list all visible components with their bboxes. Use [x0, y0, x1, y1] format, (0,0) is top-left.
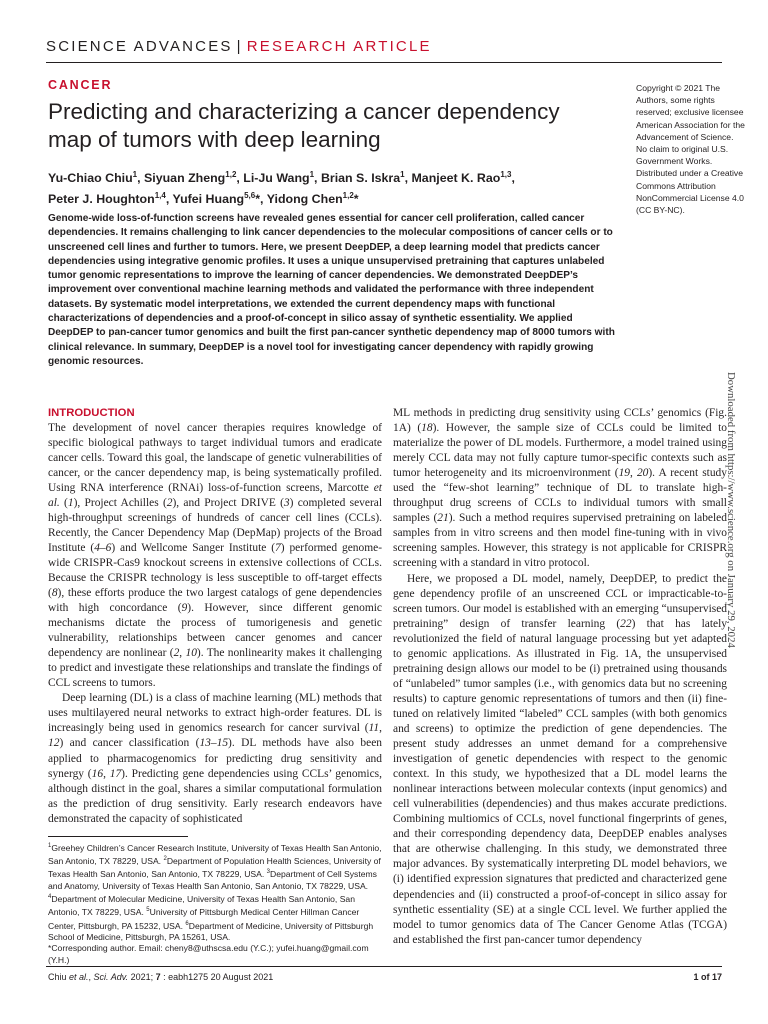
- author-separator: ,: [404, 171, 412, 186]
- text-run: Here, we proposed a DL model, namely, DeepDEP, to predict the gene dependency profile of an unscreened CCL or impracticable-to-screen tumors. Our model is established with an emerging “unsupervised pretraining” design of transfer learning (: [393, 572, 727, 630]
- author-name: Yidong Chen: [266, 192, 343, 207]
- copyright-notice: Copyright © 2021 The Authors, some rights reserved; exclusive licensee American Association for the Advancement of Science. No claim to original U.S. Government Works. Distributed under a Creative Commons Attribution NonCommercial License 4.0 (CC BY-NC).: [636, 83, 745, 216]
- author-name: Yu-Chiao Chiu: [48, 171, 133, 186]
- author-separator: ,: [314, 171, 321, 186]
- text-run: ML methods in predicting drug sensitivity using CCLs’ genomics (Fig. 1A) (: [393, 407, 727, 435]
- text-run: ). DL methods have also been applied to pharmacogenomics for predicting drug sensitivity and synergy (: [48, 737, 382, 780]
- header-rule: [46, 62, 722, 63]
- citation-ref: 8: [51, 587, 58, 600]
- text-run: ). Predicting gene dependencies using CCLs’ genomics, although distinct in the goal, shares a similar computational formulation as the prediction of drug sensitivity. Early research endeavors have demonstrated the capacity of sophisticated: [48, 767, 382, 825]
- citation-ref: 16: [91, 767, 104, 780]
- text-run: Deep learning (DL) is a class of machine learning (ML) methods that uses multilayered neural networks to extract high-order features. DL is increasingly being used in genomics research for cancer survival (: [48, 692, 382, 735]
- citation-ref: 19: [618, 467, 630, 480]
- text-run: ), Project Achilles (: [73, 496, 167, 509]
- text-run: ), and Project DRIVE (: [172, 496, 284, 509]
- author-separator: ,: [137, 171, 145, 186]
- text-run: ,: [179, 647, 186, 660]
- author-name: Brian S. Iskra: [320, 171, 401, 186]
- citation-ref: 12: [48, 737, 60, 750]
- citation-ref: 21: [437, 512, 449, 525]
- journal-header: [46, 38, 432, 55]
- author-name: Peter J. Houghton: [48, 192, 155, 207]
- section-heading-introduction: INTRODUCTION: [48, 407, 135, 419]
- author-affiliation-mark: 1: [132, 170, 138, 179]
- text-run: ). A recent study used the “few-shot learning” technique of DL to translate high-throughput drug screens of CCLs to individual tumors with small samples (: [393, 467, 727, 525]
- author-affiliation-mark: 1: [400, 170, 405, 179]
- text-run: ) performed genome-wide CRISPR-Cas9 knockout screens in extensive collections of CCLs. Because the CRISPR technology is less susceptible to off-target effects (: [48, 541, 382, 600]
- page-number: 1 of 17: [693, 972, 722, 982]
- text-run: ). However, since different genomic mechanisms dictate the process of tumorigenesis and genetic vulnerability, relationships between cancer genomes and cancer dependency are nonlinear (: [48, 602, 382, 660]
- body-column-right: [393, 406, 727, 948]
- affiliation-rule: [48, 836, 188, 837]
- affiliation-number: 2: [163, 856, 167, 863]
- citation-ref: 2: [173, 647, 180, 660]
- citation-ref: 20: [636, 467, 649, 480]
- citation-ref: 2: [166, 496, 173, 509]
- citation-ref: 7: [275, 541, 281, 554]
- download-note: Downloaded from https://www.science.org on January 29, 2024: [725, 372, 737, 648]
- abstract: Genome-wide loss-of-function screens have revealed genes essential for cancer cell proliferation, called cancer dependencies. It remains challenging to link cancer dependencies to the molecular compositions of cancer cells or to unscreened cell lines and further to tumors. Here, we present DeepDEP, a deep learning model that predicts cancer dependencies using integrative genomic profiles. It uses a unique unsupervised pretraining that captures unlabeled tumor genomic representations to improve the learning of cancer dependencies. We demonstrated DeepDEP’s improvement over conventional machine learning methods and validated the performance with three independent datasets. By systematic model interpretations, we extended the current dependency maps with functional characterizations of dependencies and a proof-of-concept in silico assay of synthetic essentiality. We applied DeepDEP to pan-cancer tumor genomics and built the first pan-cancer synthetic dependency map of 8000 tumors with clinical relevance. In summary, DeepDEP is a novel tool for investigating cancer dependency with rapidly growing genomic resources.: [48, 213, 615, 367]
- affiliation-list: [48, 843, 382, 942]
- author-name: Manjeet K. Rao: [411, 171, 501, 186]
- body-paragraph: [48, 421, 382, 692]
- text-run: ) and cancer classification (: [59, 737, 200, 750]
- footer-rule: [46, 966, 722, 967]
- citation-ref: 9: [181, 602, 188, 615]
- affiliation-text: Department of Medicine, University of Pittsburgh School of Medicine, Pittsburgh, PA 15261, USA.: [48, 920, 374, 942]
- article-title: Predicting and characterizing a cancer dependency map of tumors with deep learning: [48, 99, 560, 152]
- author-name: Li-Ju Wang: [243, 171, 310, 186]
- author-separator: ,: [511, 171, 515, 186]
- author-separator: *: [353, 192, 359, 207]
- affiliation-number: 4: [48, 894, 52, 901]
- affiliation-text: Greehey Children’s Cancer Research Institute, University of Texas Health San Antonio, San Antonio, TX 78229, USA.: [48, 842, 382, 867]
- body-column-left: [48, 406, 382, 827]
- corresponding-author: *Corresponding author. Email: cheny8@uthscsa.edu (Y.C.); yufei.huang@gmail.com (Y.H.): [48, 943, 369, 965]
- text-run: ). Such a method requires supervised pretraining on labeled samples from in vitro screens and then model fine-tuning with in vivo screening samples. However, this strategy is not applicable for CRISPR screening with a standard in vitro protocol.: [393, 512, 727, 570]
- text-run: ,: [379, 722, 382, 735]
- affiliation-text: Department of Cell Systems and Anatomy, University of Texas Health San Antonio, San Antonio, TX 78229, USA.: [48, 869, 377, 891]
- citation-ref: 17: [109, 767, 122, 780]
- author-name: Siyuan Zheng: [144, 171, 226, 186]
- author-affiliation-mark: 1,2: [225, 170, 237, 179]
- text-run: ,: [630, 467, 637, 480]
- author-list: [48, 166, 608, 208]
- citation-ref: 4–6: [94, 541, 112, 554]
- affiliation-number: 5: [146, 907, 150, 914]
- text-run: ) that has lately revolutionized the field of natural language processing but yet adapted to genomic applications. As illustrated in Fig. 1A, the unsupervised pretraining design allows our model to be (i) pretrained using thousands of “unlabeled” tumor samples (i.e., with genomics data but no screening results) to capture genomic representations of tumors and then (ii) fine-tuned on relatively limited “labeled” CCL samples (with both genomics and screens) to optimize the prediction of gene dependencies. The present study addresses an unmet demand for a comprehensive investigation of genetic dependencies with respect to the genomic context. In this study, we hypothesized that a DL model learns the nonlinear interactions between molecular contexts (input genomics) and cell vulnerabilities (dependencies) and thus makes accurate predictions. Combining multiomics of CCLs, novel functional fingerprints of genes, and their corresponding dependency data, DeepDEP enables analyses that are otherwise challenging. In this study, we demonstrated three major advances. By systematically interpreting DL model behaviors, we (i) identified expression signatures that predicted and characterized gene dependencies and (ii) constructed a proof-of-concept in silico assay for synthetic essentiality (SE) at a single CCL level. We further applied the model to tumor genomics data of The Cancer Genome Atlas (TCGA) and established the first pan-cancer tumor dependency: [393, 617, 727, 946]
- affiliation-text: University of Pittsburgh Medical Center Hillman Cancer Center, Pittsburgh, PA 15232, USA.: [48, 907, 360, 931]
- text-run: ) and Wellcome Sanger Institute (: [111, 541, 276, 554]
- article-type: RESEARCH ARTICLE: [246, 38, 432, 55]
- text-run: ,: [103, 767, 110, 780]
- affiliation-number: 1: [48, 843, 52, 849]
- body-paragraph: [393, 572, 727, 948]
- affiliation-number: 6: [185, 920, 189, 927]
- affiliation-text: Department of Population Health Sciences, University of Texas Health San Antonio, San Antonio, TX 78229, USA.: [48, 856, 381, 880]
- journal-name: SCIENCE ADVANCES: [46, 38, 233, 55]
- citation-ref: 1: [67, 496, 74, 509]
- footer-citation: Chiu et al., Sci. Adv. 2021; 7 : eabh1275 20 August 2021: [48, 972, 274, 982]
- citation-ref: 11: [368, 722, 380, 735]
- citation-ref: 3: [283, 496, 290, 509]
- author-name: Yufei Huang: [172, 192, 245, 207]
- author-affiliation-mark: 1,4: [154, 191, 166, 201]
- author-separator: ,: [165, 192, 173, 207]
- author-affiliation-mark: 1,2: [342, 191, 354, 201]
- text-run: ), these efforts produce the two largest catalogs of gene dependencies with high concordance (: [48, 587, 382, 615]
- citation-ref: et al.: [48, 481, 382, 509]
- text-run: The development of novel cancer therapies requires knowledge of specific biological pathways to target individual tumors and eradicate cancer cells. Toward this goal, the landscape of genetic vulnerabilities of cancer, or the cancer dependency map, is being systematically profiled. Using RNA interference (RNAi) loss-of-function screens, Marcotte: [48, 421, 382, 494]
- citation-ref: 13–15: [199, 737, 229, 750]
- author-affiliation-mark: 5,6: [244, 191, 256, 201]
- author-affiliation-mark: 1,3: [500, 170, 512, 179]
- citation-ref: 18: [421, 422, 433, 435]
- author-separator: ,: [236, 171, 244, 186]
- section-label: CANCER: [48, 78, 113, 92]
- body-paragraph: [393, 406, 727, 572]
- body-paragraph: [48, 691, 382, 826]
- header-separator: |: [236, 38, 243, 55]
- text-run: ). The nonlinearity makes it challenging to predict and investigate these relationships and translate the findings of CCL screens to tumors.: [48, 647, 382, 690]
- affiliations: [48, 841, 382, 966]
- citation-ref: 22: [620, 617, 632, 630]
- text-run: ). However, the sample size of CCLs could be limited to materialize the power of DL models. Furthermore, a model trained using merely CCL data may not fully capture tumor-specific contexts such as tumor heterogeneity and its microenvironment (: [393, 422, 727, 480]
- affiliation-number: 3: [266, 869, 270, 876]
- text-run: (: [59, 496, 68, 509]
- citation-ref: 10: [185, 647, 197, 660]
- author-affiliation-mark: 1: [309, 170, 315, 179]
- author-separator: *,: [255, 192, 267, 207]
- text-run: ) completed several high-throughput screenings of hundreds of cancer cell lines (CCLs). Recently, the Cancer Dependency Map (DepMap) projects of the Broad Institute (: [48, 496, 383, 554]
- affiliation-text: Department of Molecular Medicine, University of Texas Health San Antonio, San Antonio, TX 78229, USA.: [48, 894, 355, 918]
